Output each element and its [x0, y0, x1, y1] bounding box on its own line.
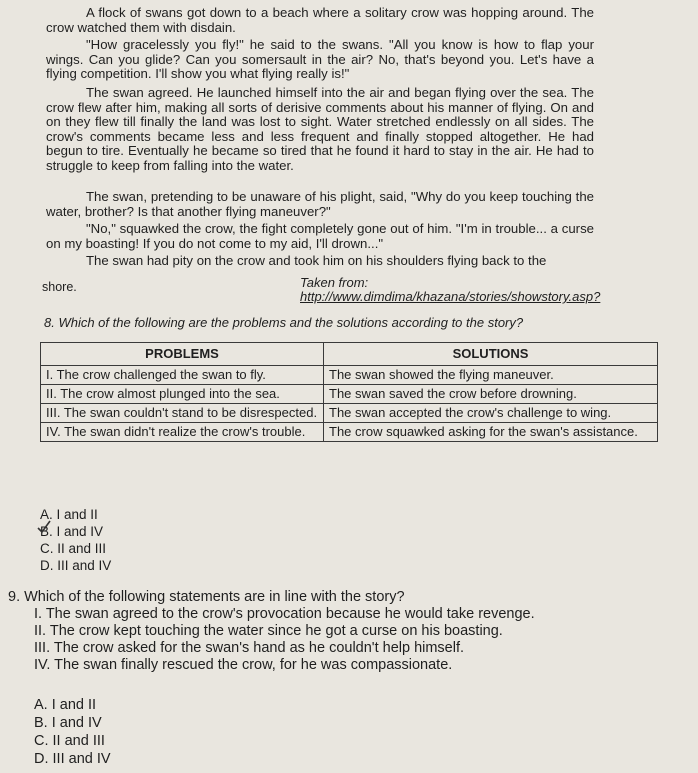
- problem-cell: I. The crow challenged the swan to fly.: [41, 366, 324, 385]
- q9-option-a[interactable]: A. I and II: [34, 697, 97, 713]
- table-row: [41, 404, 658, 423]
- q8-option-b[interactable]: B. I and IV: [40, 524, 104, 539]
- source-citation: [300, 276, 606, 304]
- story-paragraph-6: The swan had pity on the crow and took him on his shoulders flying back to the: [86, 253, 547, 268]
- problem-cell: IV. The swan didn't realize the crow's trouble.: [41, 423, 324, 442]
- story-paragraph-2: "How gracelessly you fly!" he said to the swans. "All you know is how to flap your wings. Can you glide? Can you somersault in the air? No, that's beyond you. Let's have a flying competition. I'll show you what flying really is!": [46, 37, 594, 82]
- table-row: [41, 385, 658, 404]
- q8-option-c[interactable]: C. II and III: [40, 541, 107, 556]
- statement: III. The crow asked for the swan's hand as he couldn't help himself.: [34, 640, 465, 656]
- question-9-text: 9. Which of the following statements are in line with the story?: [8, 589, 405, 605]
- q8-options: [40, 506, 111, 574]
- table-row: [41, 423, 658, 442]
- q9-statements: [34, 606, 535, 674]
- q8-option-d[interactable]: D. III and IV: [40, 558, 112, 573]
- q9-options: [34, 696, 111, 768]
- solution-cell: The crow squawked asking for the swan's assistance.: [324, 423, 658, 442]
- statement: IV. The swan finally rescued the crow, for he was compassionate.: [34, 657, 453, 673]
- statement: II. The crow kept touching the water since he got a curse on his boasting.: [34, 623, 503, 639]
- check-mark-icon: [36, 519, 52, 535]
- story-paragraph-4: The swan, pretending to be unaware of his plight, said, "Why do you keep touching the water, brother? Is that another flying maneuver?": [46, 189, 594, 219]
- q9-option-c[interactable]: C. II and III: [34, 733, 105, 749]
- question-9: [8, 589, 535, 674]
- story-paragraph-1: A flock of swans got down to a beach where a solitary crow was hopping around. The crow watched them with disdain.: [46, 5, 594, 35]
- header-solutions: SOLUTIONS: [324, 343, 658, 366]
- table-header-row: [41, 343, 658, 366]
- source-url[interactable]: http://www.dimdima/khazana/stories/showstory.asp?: [300, 289, 601, 304]
- q8-option-a[interactable]: A. I and II: [40, 507, 98, 522]
- solution-cell: The swan accepted the crow's challenge to wing.: [324, 404, 658, 423]
- q9-option-b[interactable]: B. I and IV: [34, 715, 102, 731]
- problem-cell: II. The crow almost plunged into the sea.: [41, 385, 324, 404]
- story-paragraph-3: The swan agreed. He launched himself into the air and began flying over the sea. The crow flew after him, making all sorts of derisive comments about his manner of flying. On and on they flew till finally the land was lost to sight. Water stretched endlessly on all sides. The crow's comments became less and less frequent and finally stopped altogether. He had begun to tire. Eventually he became so tired that he found it hard to stay in the air. He had to struggle to keep from falling into the water.: [46, 85, 594, 173]
- solution-cell: The swan saved the crow before drowning.: [324, 385, 658, 404]
- solution-cell: The swan showed the flying maneuver.: [324, 366, 658, 385]
- problems-solutions-table: [40, 342, 658, 442]
- header-problems: PROBLEMS: [41, 343, 324, 366]
- problem-cell: III. The swan couldn't stand to be disrespected.: [41, 404, 324, 423]
- question-8: 8. Which of the following are the problems and the solutions according to the story?: [44, 315, 524, 330]
- source-label: Taken from:: [300, 275, 369, 290]
- table-row: [41, 366, 658, 385]
- q9-option-d[interactable]: D. III and IV: [34, 751, 111, 767]
- story-last-word: shore.: [42, 280, 77, 294]
- story-paragraph-5: "No," squawked the crow, the fight completely gone out of him. "I'm in trouble... a curse on my boasting! If you do not come to my aid, I'll drown...": [46, 221, 594, 251]
- statement: I. The swan agreed to the crow's provocation because he would take revenge.: [34, 606, 535, 622]
